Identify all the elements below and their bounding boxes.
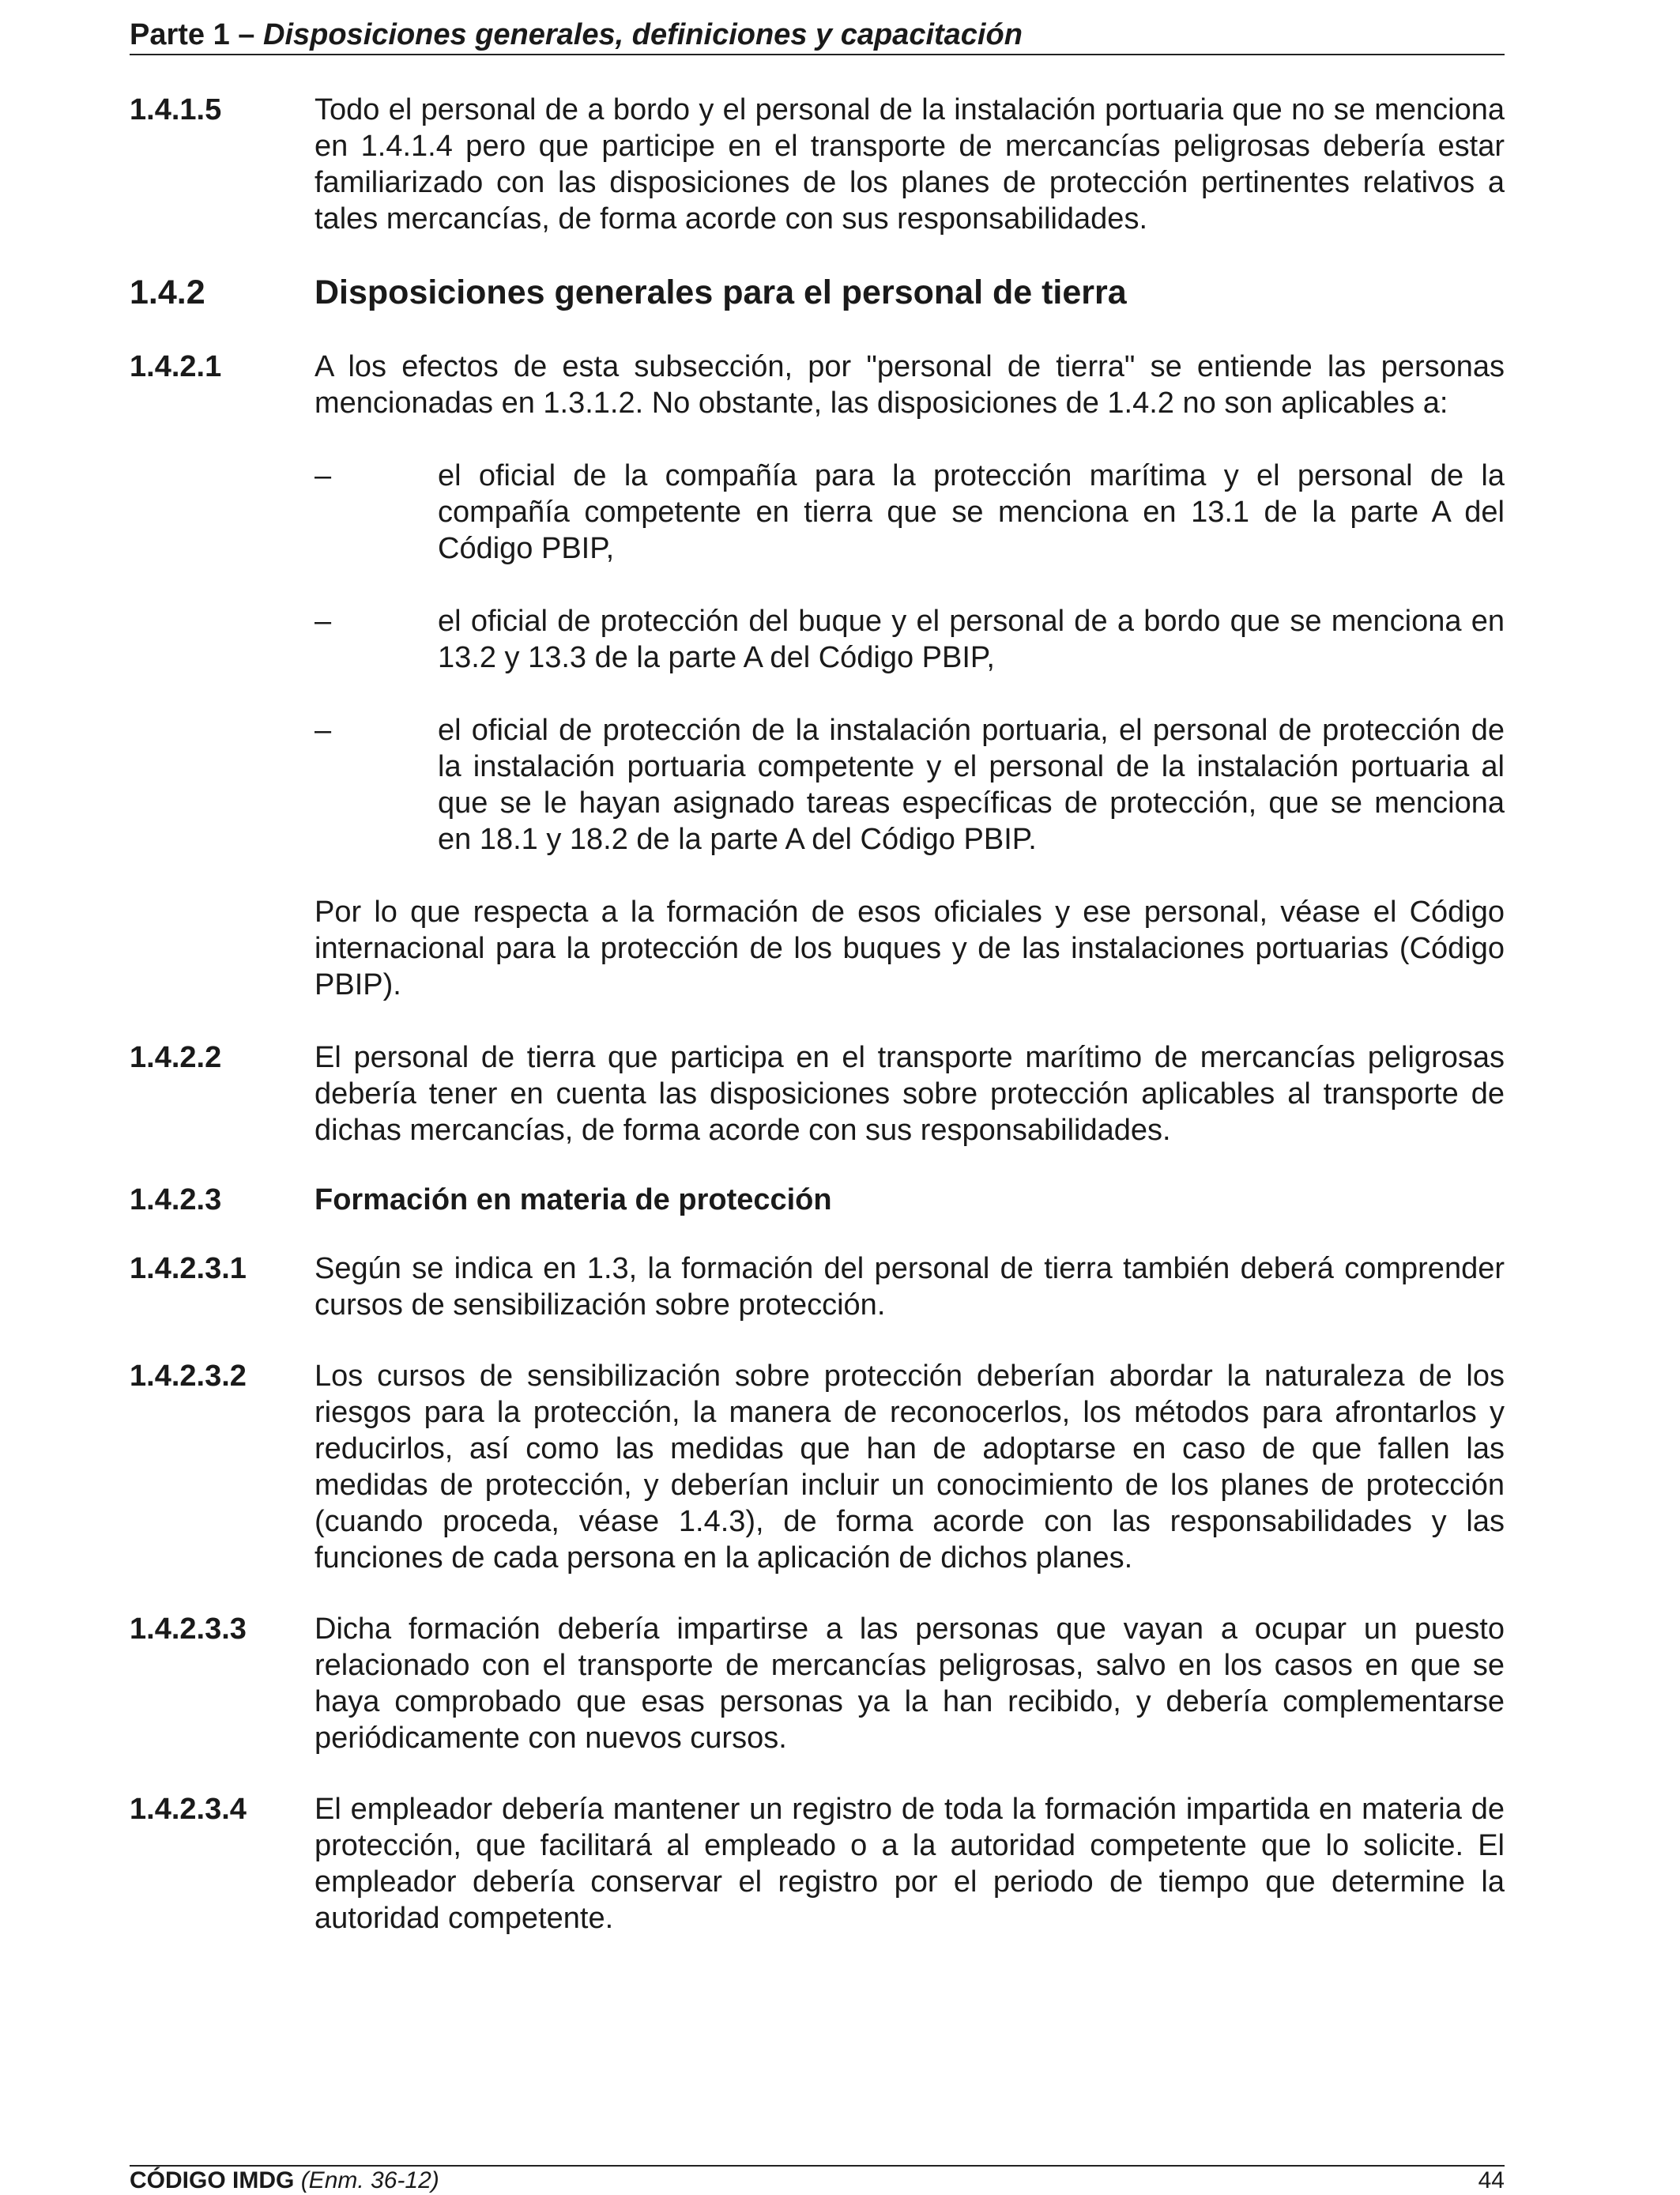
- section-number: 1.4.1.5: [130, 93, 222, 126]
- section-number: 1.4.2.2: [130, 1041, 222, 1074]
- section-1-4-1-5: [130, 92, 1505, 237]
- paragraph: A los efectos de esta subsección, por "personal de tierra" se entiende las personas mencionadas en 1.3.1.2. No obstante, las disposiciones de 1.4.2 no son aplicables a:: [315, 350, 1505, 420]
- paragraph: El empleador debería mantener un registro de toda la formación impartida en materia de protección, que facilitará al empleado o a la autoridad competente que lo solicite. El empleador debería conservar el registro por el periodo de tiempo que determine la autoridad competente.: [315, 1793, 1505, 1935]
- section-1-4-2-3: [130, 1182, 1505, 1218]
- header-subtitle: Disposiciones generales, definiciones y capacitación: [263, 18, 1023, 51]
- section-1-4-2-3-1: [130, 1250, 1505, 1323]
- section-1-4-2-3-2: [130, 1358, 1505, 1576]
- section-number: 1.4.2.3.2: [130, 1360, 247, 1393]
- paragraph: Por lo que respecta a la formación de esos oficiales y ese personal, véase el Código internacional para la protección de los buques y de las instalaciones portuarias (Código PBIP).: [315, 896, 1505, 1001]
- dash-bullet: –: [315, 459, 332, 492]
- section-number: 1.4.2.3: [130, 1183, 222, 1216]
- list-item: [315, 712, 1505, 858]
- section-1-4-2-3-3: [130, 1611, 1505, 1756]
- section-number: 1.4.2.3.1: [130, 1252, 247, 1285]
- document-body: [130, 92, 1505, 1937]
- paragraph: El personal de tierra que participa en el transporte marítimo de mercancías peligrosas debería tener en cuenta las disposiciones sobre protección aplicables al transporte de dichas mercancías, de forma acorde con sus responsabilidades.: [315, 1041, 1505, 1147]
- paragraph: Todo el personal de a bordo y el personal de la instalación portuaria que no se menciona en 1.4.1.4 pero que participe en el transporte de mercancías peligrosas debería estar familiarizado con las disposiciones de los planes de protección pertinentes relativos a tales mercancías, de forma acorde con sus responsabilidades.: [315, 93, 1505, 236]
- header-part: Parte 1 –: [130, 18, 263, 51]
- list-item: [315, 603, 1505, 676]
- section-1-4-2-3-4: [130, 1791, 1505, 1937]
- section-heading: Disposiciones generales para el personal de tierra: [315, 273, 1127, 311]
- page-number: 44: [1478, 2167, 1505, 2193]
- page-header: [130, 16, 1505, 55]
- list-item: [315, 458, 1505, 567]
- subsection-heading: Formación en materia de protección: [315, 1183, 832, 1216]
- page-footer: [130, 2165, 1505, 2193]
- section-number: 1.4.2.1: [130, 350, 222, 383]
- dash-bullet: –: [315, 605, 332, 638]
- section-number: 1.4.2.3.4: [130, 1793, 247, 1826]
- section-number: 1.4.2: [130, 273, 205, 311]
- paragraph: Los cursos de sensibilización sobre protección deberían abordar la naturaleza de los riesgos para la protección, la manera de reconocerlos, los métodos para afrontarlos y reducirlos, así como las medidas que han de adoptarse en caso de que fallen las medidas de protección, y deberían incluir un conocimiento de los planes de protección (cuando proceda, véase 1.4.3), de forma acorde con las responsabilidades y las funciones de cada persona en la aplicación de dichos planes.: [315, 1360, 1505, 1575]
- section-number: 1.4.2.3.3: [130, 1612, 247, 1646]
- footer-code: CÓDIGO IMDG: [130, 2167, 295, 2193]
- dash-bullet: –: [315, 714, 332, 747]
- list-item-text: el oficial de protección del buque y el personal de a bordo que se menciona en 13.2 y 13.3 de la parte A del Código PBIP,: [438, 605, 1505, 674]
- list-item-text: el oficial de la compañía para la protección marítima y el personal de la compañía competente en tierra que se menciona en 13.1 de la parte A del Código PBIP,: [438, 459, 1505, 565]
- section-1-4-2-1: [130, 349, 1505, 1003]
- section-1-4-2-2: [130, 1039, 1505, 1148]
- paragraph: Según se indica en 1.3, la formación del personal de tierra también deberá comprender cursos de sensibilización sobre protección.: [315, 1252, 1505, 1322]
- section-1-4-2: [130, 272, 1505, 313]
- paragraph: Dicha formación debería impartirse a las personas que vayan a ocupar un puesto relacionado con el transporte de mercancías peligrosas, salvo en los casos en que se haya comprobado que esas personas ya la han recibido, y debería complementarse periódicamente con nuevos cursos.: [315, 1612, 1505, 1755]
- footer-edition: (Enm. 36-12): [300, 2167, 439, 2193]
- list-item-text: el oficial de protección de la instalación portuaria, el personal de protección de la instalación portuaria competente y el personal de la instalación portuaria al que se le hayan asignado tareas específicas de protección, que se menciona en 18.1 y 18.2 de la parte A del Código PBIP.: [438, 714, 1505, 856]
